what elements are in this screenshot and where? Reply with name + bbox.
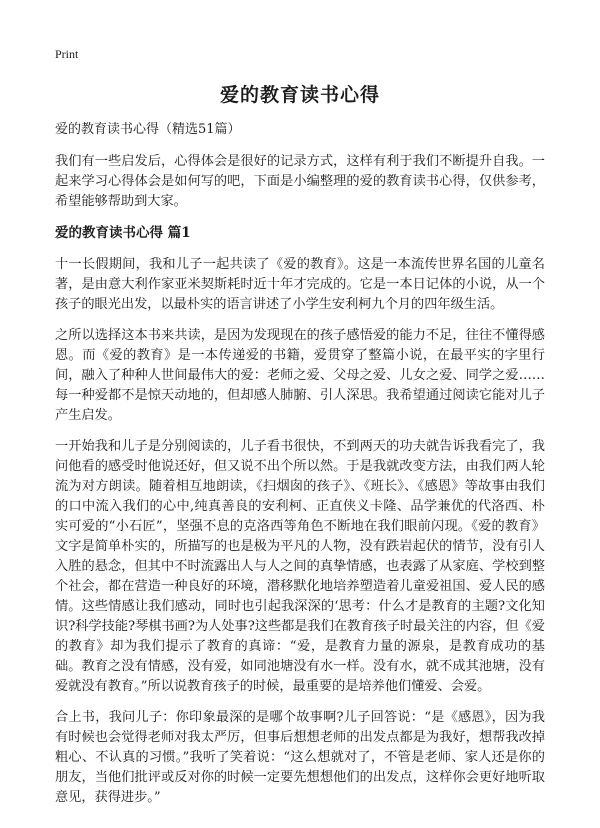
body-paragraph-1: 十一长假期间，我和儿子一起共读了《爱的教育》。这是一本流传世界名国的儿童名著，是由意大利作家亚米契斯耗时近十年才完成的。它是一本日记体的小说，从一个孩子的眼光出发，以最朴实的语言讲述了小学生安利柯九个月的四年级生活。 (55, 257, 545, 312)
body-paragraph-2: 之所以选择这本书来共读，是因为发现现在的孩子感悟爱的能力不足，往往不懂得感恩。而《爱的教育》是一本传递爱的书籍，爱贯穿了整篇小说，在最平实的字里行间，融入了种种人世间最伟大的爱：老师之爱、父母之爱、儿女之爱、同学之爱……每一种爱都不是惊天动地的，但却感人肺腑、引人深思。我希望通过阅读它能对儿子产生启发。 (55, 328, 545, 423)
print-link[interactable]: Print (55, 47, 79, 61)
page-title: 爱的教育读书心得 (219, 84, 380, 106)
intro-paragraph: 我们有一些启发后，心得体会是很好的记录方式，这样有利于我们不断提升自我。一起来学习心得体会是如何写的吧，下面是小编整理的爱的教育读书心得，仅供参考，希望能够帮助到大家。 (55, 154, 545, 209)
article-subtitle: 爱的教育读书心得（精选51篇） (55, 122, 241, 137)
section-heading: 爱的教育读书心得 篇1 (55, 225, 191, 241)
article-body (55, 120, 545, 819)
body-paragraph-3: 一开始我和儿子是分别阅读的，儿子看书很快，不到两天的功夫就告诉我看完了，我问他看的感受时他说还好，但又说不出个所以然。于是我就改变方法，由我们两人轮流为对方朗读。随着相互地朗读，《扫烟囱的孩子》、《班长》、《感恩》等故事由我们的口中流入我们的心中,纯真善良的安利柯、正直侠义卡隆、品学兼优的代洛西、朴实可爱的“小石匠”，坚强不息的克洛西等角色不断地在我们眼前闪现。《爱的教育》文字是简单朴实的，所描写的也是极为平凡的人物，没有跌岩起伏的情节，没有引人入胜的悬念，但其中不时流露出人与人之间的真挚情感，也表露了从家庭、学校到整个社会，都在营造一种良好的环境，潜移默化地培养塑造着儿童爱祖国、爱人民的感情。这些情感让我们感动，同时也引起我深深的‘思考：什么才是教育的主题?文化知识?科学技能?琴棋书画?为人处事?这些都是我们在教育孩子时最关注的内容，但《爱的教育》却为我们提示了教育的真谛：“爱，是教育力量的源泉，是教育成功的基础。教育之没有情感，没有爱，如同池塘没有水一样。没有水，就不成其池塘，没有爱就没有教育。”所以说教育孩子的时候，最重要的是培养他们懂爱、会爱。 (55, 439, 545, 694)
body-paragraph-4: 合上书，我问儿子：你印象最深的是哪个故事啊?儿子回答说：“是《感恩》，因为我有时候也会觉得老师对我太严厉，但事后想想老师的出发点都是为我好，想帮我改掉粗心、不认真的习惯。”我听了笑着说：“这么想就对了，不管是老师、家人还是你的朋友，当他们批评或反对你的时候一定要先想想他们的出发点，这样你会更好地听取意见，获得进步。” (55, 710, 545, 805)
